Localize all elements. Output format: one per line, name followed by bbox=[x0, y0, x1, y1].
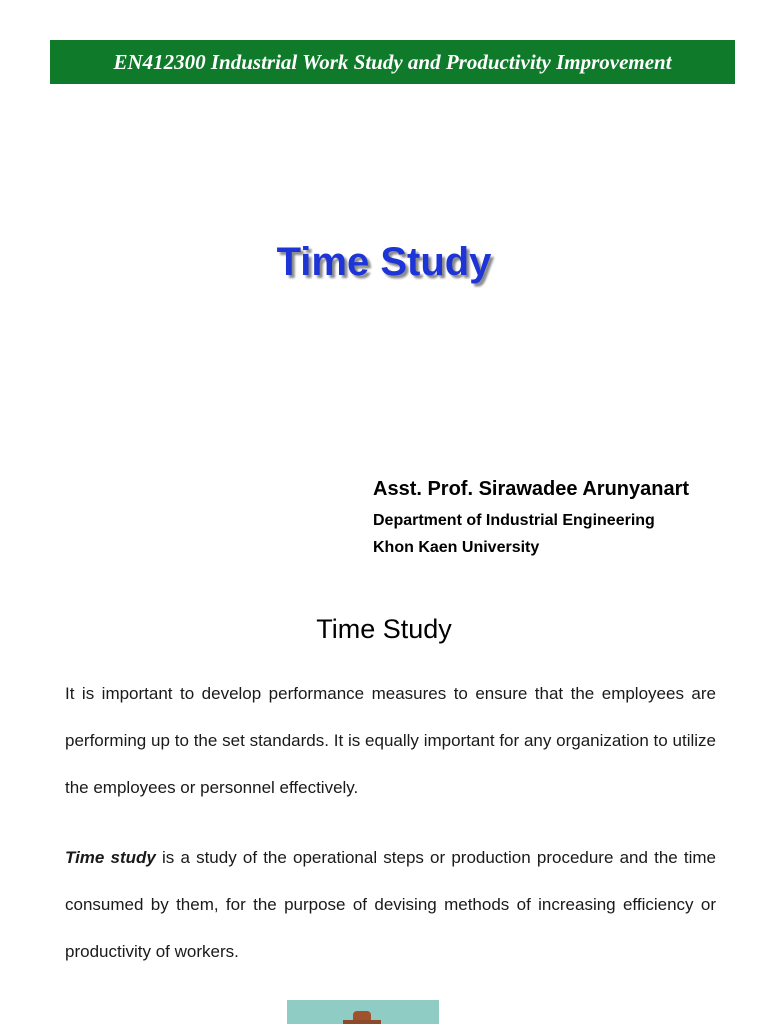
department-name: Department of Industrial Engineering bbox=[373, 512, 655, 529]
paragraph-definition bbox=[65, 834, 716, 975]
illustration-image bbox=[287, 1000, 439, 1024]
university-name: Khon Kaen University bbox=[373, 539, 540, 556]
author-block bbox=[373, 477, 763, 561]
paragraph-intro: It is important to develop performance measures to ensure that the employees are performing up to the set standards. It is equally important for any organization to utilize the employees or personnel effectively. bbox=[65, 684, 716, 797]
definition-text: is a study of the operational steps or production procedure and the time consumed by them, for the purpose of devising methods of increasing efficiency or productivity of workers. bbox=[65, 848, 716, 961]
course-banner-text: EN412300 Industrial Work Study and Productivity Improvement bbox=[113, 49, 672, 74]
course-banner bbox=[50, 40, 735, 84]
definition-term: Time study bbox=[65, 848, 156, 867]
page-title: Time Study bbox=[276, 240, 492, 284]
author-name: Asst. Prof. Sirawadee Arunyanart bbox=[373, 478, 690, 500]
section-heading: Time Study bbox=[316, 614, 452, 644]
figure-shoulder-shape bbox=[343, 1020, 381, 1024]
